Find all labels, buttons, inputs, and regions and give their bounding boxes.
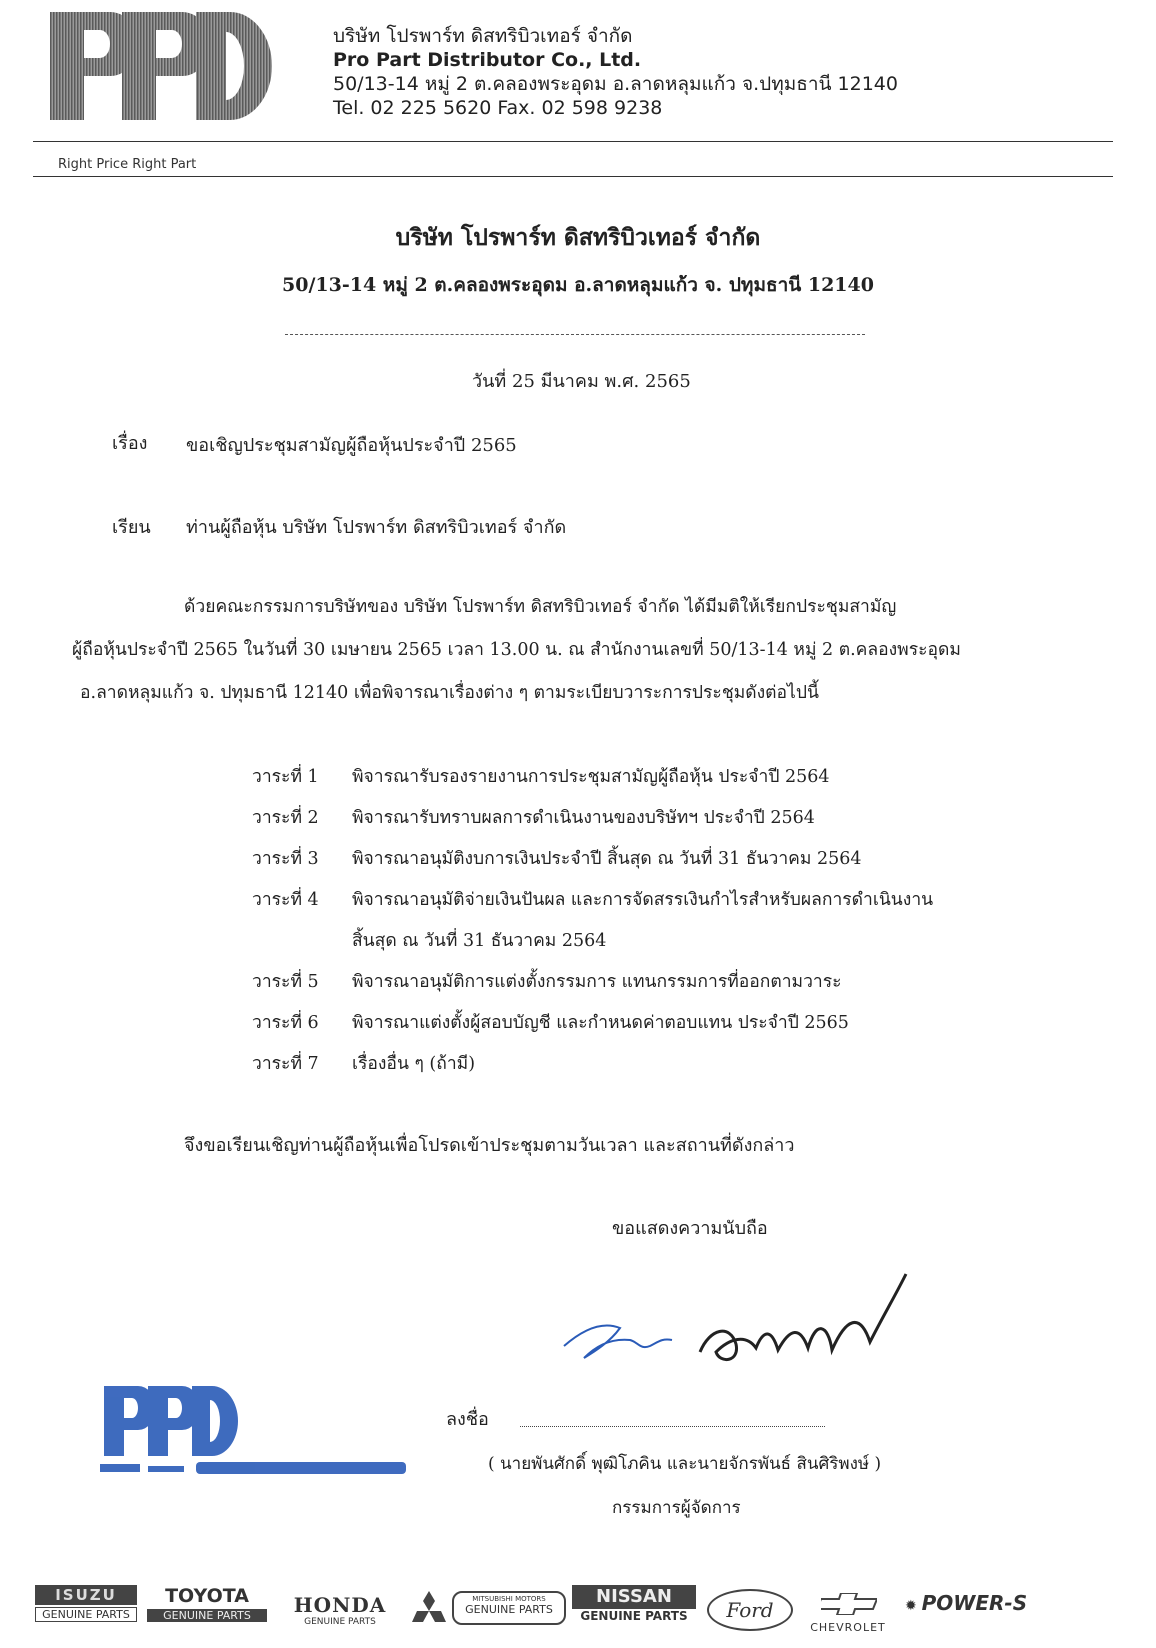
brand-honda: HONDA GENUINE PARTS [293, 1593, 387, 1627]
agenda-item [252, 803, 815, 831]
company-name-en: Pro Part Distributor Co., Ltd. [333, 49, 642, 71]
letterhead [333, 24, 898, 120]
header-divider-top [33, 141, 1113, 142]
letter-date: วันที่ 25 มีนาคม พ.ศ. 2565 [472, 371, 691, 392]
agenda-text: พิจารณาอนุมัติจ่ายเงินปันผล และการจัดสรรเงินกำไรสำหรับผลการดำเนินงาน [352, 890, 934, 910]
agenda-item [252, 1008, 849, 1036]
signature-dotted-line [520, 1426, 825, 1427]
company-stamp [100, 1378, 430, 1488]
title-company: บริษัท โปรพาร์ท ดิสทริบิวเทอร์ จำกัด [395, 224, 761, 251]
brand-chevrolet: CHEVROLET [810, 1621, 886, 1634]
brand-power-s: ✹ POWER-S [905, 1591, 1028, 1615]
agenda-text: เรื่องอื่น ๆ (ถ้ามี) [352, 1054, 476, 1074]
signatory-position: กรรมการผู้จัดการ [612, 1498, 741, 1518]
recipient-label: เรียน [112, 517, 151, 538]
brand-toyota: TOYOTA GENUINE PARTS [147, 1585, 267, 1622]
brand-nissan: NISSAN GENUINE PARTS [572, 1585, 696, 1623]
agenda-item [252, 844, 861, 872]
agenda-item-continuation: สิ้นสุด ณ วันที่ 31 ธันวาคม 2564 [352, 931, 607, 951]
agenda-number: วาระที่ 4 [252, 890, 319, 910]
agenda-item [252, 967, 842, 995]
handwritten-signature [560, 1268, 920, 1408]
company-name-th: บริษัท โปรพาร์ท ดิสทริบิวเทอร์ จำกัด [333, 25, 633, 47]
subject-label: เรื่อง [112, 433, 148, 454]
brand-mitsubishi: MITSUBISHI MOTORS GENUINE PARTS [452, 1591, 566, 1625]
mitsubishi-logo-icon [412, 1591, 446, 1623]
power-s-gear-icon: ✹ [905, 1598, 922, 1614]
agenda-text: พิจารณาแต่งตั้งผู้สอบบัญชี และกำหนดค่าตอบแทน ประจำปี 2565 [352, 1013, 849, 1033]
subject-text: ขอเชิญประชุมสามัญผู้ถือหุ้นประจำปี 2565 [186, 435, 517, 456]
company-phone: Tel. 02 225 5620 Fax. 02 598 9238 [333, 97, 663, 119]
signatory-names: ( นายพันศักดิ์ พุฒิโภคิน และนายจักรพันธ์ สินศิริพงษ์ ) [488, 1454, 882, 1474]
body-line-2: ผู้ถือหุ้นประจำปี 2565 ในวันที่ 30 เมษายน 2565 เวลา 13.00 น. ณ สำนักงานเลขที่ 50/13-14 หมู่ 2 ต.คลองพระอุดม [72, 640, 961, 660]
agenda-number: วาระที่ 5 [252, 972, 319, 992]
brand-logos [35, 1585, 1125, 1645]
agenda-number: วาระที่ 2 [252, 808, 319, 828]
agenda-number: วาระที่ 7 [252, 1054, 319, 1074]
agenda-number: วาระที่ 6 [252, 1013, 319, 1033]
header-divider-bottom [33, 176, 1113, 177]
recipient-text: ท่านผู้ถือหุ้น บริษัท โปรพาร์ท ดิสทริบิวเทอร์ จำกัด [186, 517, 567, 538]
company-address: 50/13-14 หมู่ 2 ต.คลองพระอุดม อ.ลาดหลุมแก้ว จ.ปทุมธานี 12140 [333, 73, 898, 95]
agenda-item [252, 762, 830, 790]
signature-label: ลงชื่อ [446, 1409, 489, 1430]
agenda-text: พิจารณารับทราบผลการดำเนินงานของบริษัทฯ ประจำปี 2564 [352, 808, 815, 828]
regards-text: ขอแสดงความนับถือ [612, 1218, 768, 1239]
tagline: Right Price Right Part [58, 157, 197, 172]
title-divider [285, 334, 865, 335]
agenda-number: วาระที่ 1 [252, 767, 319, 787]
agenda-item [252, 885, 933, 913]
agenda-text: พิจารณาอนุมัติงบการเงินประจำปี สิ้นสุด ณ วันที่ 31 ธันวาคม 2564 [352, 849, 862, 869]
company-logo [50, 12, 272, 120]
body-line-1: ด้วยคณะกรรมการบริษัทของ บริษัท โปรพาร์ท ดิสทริบิวเทอร์ จำกัด ได้มีมติให้เรียกประชุมสามัญ [184, 597, 897, 617]
invitation-text: จึงขอเรียนเชิญท่านผู้ถือหุ้นเพื่อโปรดเข้าประชุมตามวันเวลา และสถานที่ดังกล่าว [184, 1135, 795, 1156]
brand-isuzu: ISUZU GENUINE PARTS [35, 1585, 137, 1622]
agenda-text: พิจารณารับรองรายงานการประชุมสามัญผู้ถือหุ้น ประจำปี 2564 [352, 767, 830, 787]
title-address: 50/13-14 หมู่ 2 ต.คลองพระอุดม อ.ลาดหลุมแก้ว จ. ปทุมธานี 12140 [282, 274, 874, 296]
agenda-text: พิจารณาอนุมัติการแต่งตั้งกรรมการ แทนกรรมการที่ออกตามวาระ [352, 972, 842, 992]
agenda-item [252, 1049, 475, 1077]
body-line-3: อ.ลาดหลุมแก้ว จ. ปทุมธานี 12140 เพื่อพิจารณาเรื่องต่าง ๆ ตามระเบียบวาระการประชุมดังต่อไปนี้ [80, 683, 819, 703]
agenda-number: วาระที่ 3 [252, 849, 319, 869]
brand-ford: Ford [707, 1589, 793, 1631]
chevrolet-bowtie-icon [821, 1593, 877, 1615]
